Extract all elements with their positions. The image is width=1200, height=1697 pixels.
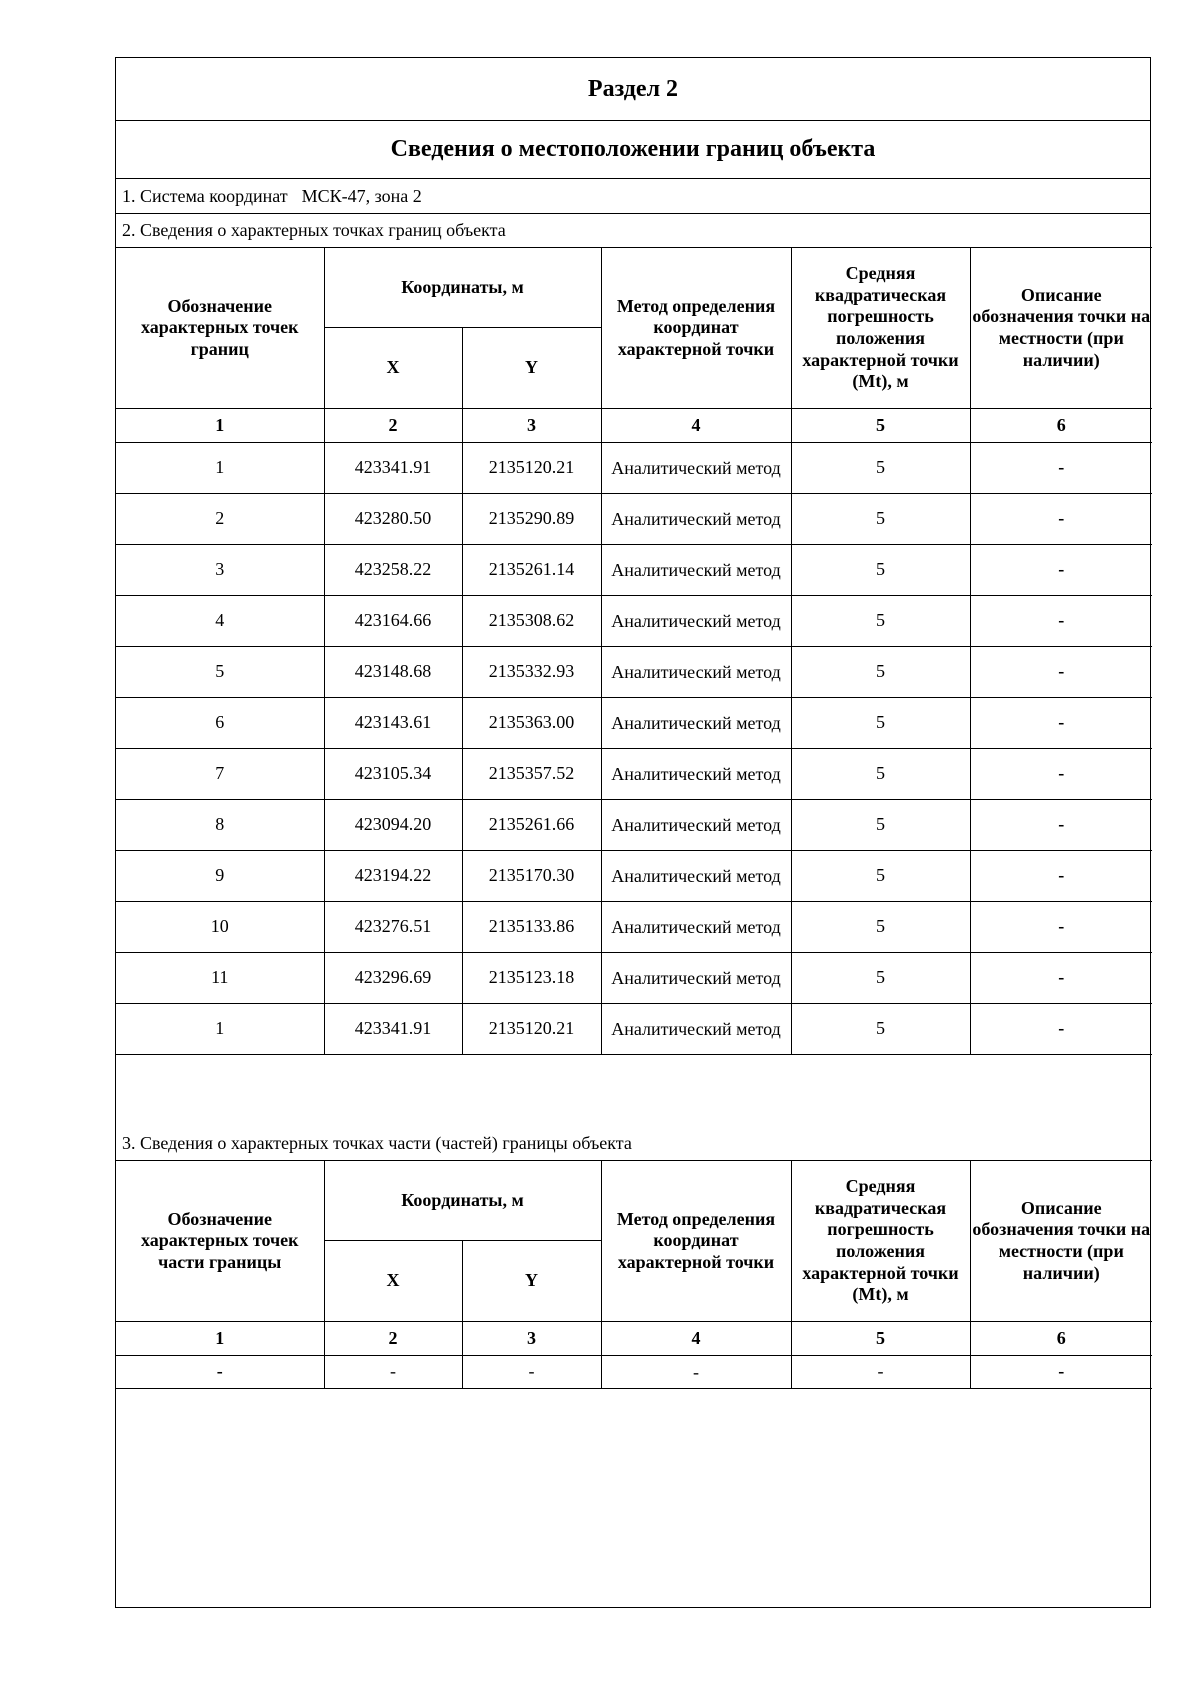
cell-mt: 5 (791, 647, 970, 698)
table-row (116, 953, 1152, 1004)
cell-y: 2135363.00 (462, 698, 601, 749)
parts-section-title: 3. Сведения о характерных точках части (частей) границы объекта (116, 1126, 1150, 1161)
coord-system-label: 1. Система координат (122, 185, 288, 206)
cell-mt: 5 (791, 443, 970, 494)
boundary-points-table-body (116, 248, 1152, 1055)
cell-method: Аналитический метод (601, 494, 791, 545)
cell-method: Аналитический метод (601, 902, 791, 953)
section-subtitle: Сведения о местоположении границ объекта (116, 121, 1150, 179)
header-error: Средняя квадратическая погрешность положения характерной точки (Mt), м (791, 248, 970, 409)
cell-mt: 5 (791, 851, 970, 902)
cell-y: 2135261.66 (462, 800, 601, 851)
cell-y: 2135133.86 (462, 902, 601, 953)
header-coordinates: Координаты, м (324, 248, 601, 328)
header-designation: Обозначение характерных точек границ (116, 248, 324, 409)
header-y: Y (462, 1241, 601, 1322)
cell-point: 10 (116, 902, 324, 953)
cell-y: 2135332.93 (462, 647, 601, 698)
header-y: Y (462, 328, 601, 409)
table-row (116, 851, 1152, 902)
cell-x: 423194.22 (324, 851, 462, 902)
header-description: Описание обозначения точки на местности (при наличии) (970, 1161, 1152, 1322)
header-error: Средняя квадратическая погрешность положения характерной точки (Mt), м (791, 1161, 970, 1322)
header-x: X (324, 328, 462, 409)
column-number: 2 (324, 409, 462, 443)
cell-point: 11 (116, 953, 324, 1004)
cell-x: 423164.66 (324, 596, 462, 647)
boundary-points-table (116, 247, 1152, 1055)
cell-x: 423105.34 (324, 749, 462, 800)
cell-mt: 5 (791, 953, 970, 1004)
cell-method: Аналитический метод (601, 749, 791, 800)
cell-point: 6 (116, 698, 324, 749)
table-row (116, 902, 1152, 953)
header-x: X (324, 1241, 462, 1322)
cell-y: 2135357.52 (462, 749, 601, 800)
column-number: 4 (601, 1322, 791, 1356)
cell-description: - (970, 596, 1152, 647)
cell-point: 3 (116, 545, 324, 596)
cell-point: 5 (116, 647, 324, 698)
cell-x: 423094.20 (324, 800, 462, 851)
cell-y: 2135120.21 (462, 443, 601, 494)
table-row (116, 494, 1152, 545)
column-number: 3 (462, 1322, 601, 1356)
cell-description: - (970, 1356, 1152, 1389)
cell-method: Аналитический метод (601, 698, 791, 749)
cell-point: 1 (116, 1004, 324, 1055)
cell-mt: 5 (791, 596, 970, 647)
table-row (116, 596, 1152, 647)
points-section-title: 2. Сведения о характерных точках границ объекта (116, 214, 1150, 248)
document-frame (115, 57, 1151, 1608)
cell-description: - (970, 902, 1152, 953)
cell-mt: 5 (791, 494, 970, 545)
cell-x: 423258.22 (324, 545, 462, 596)
column-number: 4 (601, 409, 791, 443)
cell-x: 423276.51 (324, 902, 462, 953)
table-row (116, 647, 1152, 698)
section-title: Раздел 2 (116, 58, 1150, 121)
cell-method: Аналитический метод (601, 953, 791, 1004)
cell-method: Аналитический метод (601, 647, 791, 698)
cell-mt: - (791, 1356, 970, 1389)
cell-method: Аналитический метод (601, 1004, 791, 1055)
cell-point: 1 (116, 443, 324, 494)
coord-system-row (116, 179, 1150, 214)
cell-point: 9 (116, 851, 324, 902)
cell-mt: 5 (791, 1004, 970, 1055)
table-row (116, 800, 1152, 851)
cell-method: Аналитический метод (601, 443, 791, 494)
cell-y: 2135261.14 (462, 545, 601, 596)
cell-y: 2135123.18 (462, 953, 601, 1004)
cell-x: 423148.68 (324, 647, 462, 698)
table-row (116, 1356, 1152, 1389)
cell-x: 423341.91 (324, 1004, 462, 1055)
cell-method: Аналитический метод (601, 545, 791, 596)
header-method: Метод определения координат характерной точки (601, 248, 791, 409)
cell-description: - (970, 800, 1152, 851)
column-number: 6 (970, 1322, 1152, 1356)
cell-mt: 5 (791, 545, 970, 596)
cell-description: - (970, 494, 1152, 545)
column-number: 3 (462, 409, 601, 443)
column-number: 6 (970, 409, 1152, 443)
header-designation: Обозначение характерных точек части границы (116, 1161, 324, 1322)
cell-method: Аналитический метод (601, 800, 791, 851)
cell-description: - (970, 545, 1152, 596)
cell-description: - (970, 443, 1152, 494)
cell-point: 4 (116, 596, 324, 647)
cell-x: 423296.69 (324, 953, 462, 1004)
column-number: 2 (324, 1322, 462, 1356)
cell-x: 423143.61 (324, 698, 462, 749)
cell-y: 2135120.21 (462, 1004, 601, 1055)
cell-method: Аналитический метод (601, 596, 791, 647)
cell-description: - (970, 953, 1152, 1004)
cell-x: - (324, 1356, 462, 1389)
table-row (116, 698, 1152, 749)
cell-mt: 5 (791, 698, 970, 749)
cell-point: - (116, 1356, 324, 1389)
header-description: Описание обозначения точки на местности (при наличии) (970, 248, 1152, 409)
table-row (116, 749, 1152, 800)
cell-y: 2135308.62 (462, 596, 601, 647)
part-points-table (116, 1160, 1152, 1389)
column-number: 5 (791, 1322, 970, 1356)
table-row (116, 545, 1152, 596)
table-row (116, 1004, 1152, 1055)
cell-method: Аналитический метод (601, 851, 791, 902)
cell-mt: 5 (791, 749, 970, 800)
cell-y: 2135290.89 (462, 494, 601, 545)
cell-x: 423280.50 (324, 494, 462, 545)
cell-y: - (462, 1356, 601, 1389)
cell-description: - (970, 749, 1152, 800)
coord-system-value: МСК-47, зона 2 (301, 185, 422, 206)
cell-description: - (970, 1004, 1152, 1055)
header-coordinates: Координаты, м (324, 1161, 601, 1241)
cell-mt: 5 (791, 902, 970, 953)
header-method: Метод определения координат характерной точки (601, 1161, 791, 1322)
column-number: 5 (791, 409, 970, 443)
column-number: 1 (116, 1322, 324, 1356)
part-points-table-body (116, 1161, 1152, 1389)
cell-point: 8 (116, 800, 324, 851)
cell-point: 2 (116, 494, 324, 545)
column-number-row (116, 409, 1152, 443)
column-number: 1 (116, 409, 324, 443)
cell-description: - (970, 647, 1152, 698)
table-row (116, 443, 1152, 494)
cell-mt: 5 (791, 800, 970, 851)
cell-point: 7 (116, 749, 324, 800)
cell-x: 423341.91 (324, 443, 462, 494)
column-number-row (116, 1322, 1152, 1356)
cell-y: 2135170.30 (462, 851, 601, 902)
cell-description: - (970, 698, 1152, 749)
cell-description: - (970, 851, 1152, 902)
cell-method: - (601, 1356, 791, 1389)
